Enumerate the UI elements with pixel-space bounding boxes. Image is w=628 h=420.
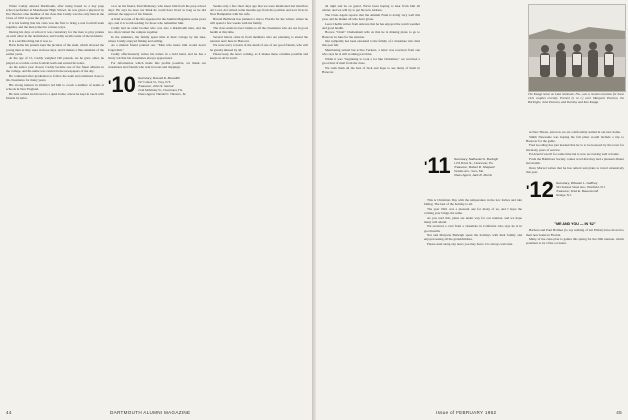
- paragraph: As his senior year closed, Cuddy became one of the finest athletes in the college, and his name was carried in the newspapers of the day.: [6, 65, 104, 74]
- left-column-2: [108, 4, 206, 117]
- paragraph: At the age of 15, Cuddy weighed 190 pounds. As he grew older, he played as a tackle on the football team and earned his letter.: [6, 56, 104, 65]
- right-column-3: [526, 130, 624, 246]
- paragraph: As you read this, plans are under way for our reunion, and we hope many will attend.: [424, 215, 522, 224]
- class-1911-header: [424, 154, 522, 194]
- reunion-photo: [528, 4, 626, 92]
- class-1912-header: [526, 178, 624, 218]
- page-number: 44: [6, 410, 12, 415]
- paragraph: Horace "Chub" Cheltenham tells us that he is making plans to go to Hanover in June for the reunion.: [322, 30, 420, 39]
- paragraph: Leon Chellis writes from Arizona that he has enjoyed the warm weather and good health.: [322, 21, 420, 30]
- paragraph: all right and be on guard. We've been hoping to hear from him all winter, and we will try to get his new address.: [322, 4, 420, 13]
- paragraph: When Cuddy entered Dartmouth, after being hazed as a day prep school performer at Manchester High School, he was given a physical by Doc Bowler. One member of the class that Cuddy was the only man in the Class of 1910 to pass the physical.: [6, 4, 104, 21]
- paragraph: Barbara and Paul Holmes (to say nothing of Art Elliott) have moved to their new home in Florida.: [526, 228, 624, 237]
- paragraph: The Class Agent reports that the Alumni Fund is doing very well this year, and he thanks all who have given.: [322, 12, 420, 21]
- paragraph: His strong interest in athletics led him to coach a number of teams at schools in New England.: [6, 82, 104, 91]
- class-numeral: '11: [424, 153, 451, 178]
- paragraph: Please send along any news you may have; it is always welcome.: [427, 242, 514, 247]
- left-column-1: [6, 4, 104, 100]
- paragraph: Back home his parents kept the pictures of the team, which showed the young men as they were in those days, and it makes a fine reminder of the earlier years.: [6, 43, 104, 56]
- paragraph: We received a card from a classmate in California who says he is in good health.: [424, 224, 522, 233]
- paragraph: We were sorry to learn of the death of one of our good friends, who will be greatly missed by all.: [210, 43, 308, 52]
- right-column-2: [424, 4, 522, 247]
- section-heading: "ME AND YOU — IN '62": [554, 222, 596, 227]
- paragraph: For information which made this profile possible, we thank our classmates and friends who sent in notes and clippings.: [108, 61, 206, 70]
- paragraph: He later retired and moved to a quiet home, where he kept in touch with friends by letter.: [6, 91, 104, 100]
- issue-date: Issue of FEBRUARY 1962: [436, 410, 497, 415]
- paragraph: During his days at school it was customary for the men to play pranks on each other in the dormitories, and Cuddy recalls some of the incidents.: [6, 29, 104, 39]
- right-column-1: [322, 4, 420, 75]
- page-number: 45: [616, 410, 622, 415]
- paragraph: Mentioning retired but active Tuckers, a letter was received from one who says he is still working part time.: [322, 48, 420, 57]
- paragraph: Ed Arnold was ill for some time but is now recovering well at home.: [529, 152, 620, 157]
- paragraph: As a mutual friend pointed out, "Men who knew him would never forget him.": [108, 43, 206, 52]
- right-page: [316, 0, 628, 420]
- class-officers: Secretary, Wheeler L. Gaffney 343 Jackson Street Ave., Westfield, N.J. Treasurer, Fred E. Ravenscroft Orange, N.J.: [556, 181, 606, 198]
- paragraph: We wish them all the best of luck and hope to see many of them in Hanover.: [322, 65, 420, 74]
- paragraph: Fred Gooding has just learned that he is to be honored by the town for his many years of service.: [526, 143, 624, 152]
- paragraph: Cuddy affectionately writes his letters in a bold hand, and he has a lively wit that his classmates always appreciated.: [108, 52, 206, 61]
- class-numeral: '10: [108, 72, 136, 98]
- paragraph: Dave Marvel writes that he has retired and plans to travel extensively this year.: [526, 165, 624, 174]
- paragraph: in New Haven, and now we are comfortably settled in our new home.: [529, 130, 621, 134]
- paragraph: Nat and Marjorie Burleigh spent the holidays with their family and enjoyed seeing all the grandchildren.: [424, 233, 522, 242]
- paragraph: From the Baltimore Society comes word that they had a pleasant dinner last month.: [526, 156, 624, 166]
- magazine-title: DARTMOUTH ALUMNI MAGAZINE: [110, 410, 191, 415]
- paragraph: The class sends its best wishes to all the classmates who are not in good health at this time.: [210, 25, 308, 34]
- left-column-3: [210, 4, 308, 61]
- paragraph: While it was "beginning to look a lot like Christmas," we received a good deal of mail from the class.: [322, 56, 420, 66]
- class-1910-header: [108, 73, 206, 113]
- paragraph: Please keep the news coming, as it makes these columns possible and keeps us all in touch.: [210, 52, 308, 61]
- class-officers: Secretary, Russell D. Meredith 197 Canton St., Troy, N.Y. Treasurer, John S. Gerrell 2144 McKinley St., Clearwater, Fla. Class Agent, Harold C. Hanson, Sr.: [138, 76, 187, 97]
- group-photo-illustration: [529, 5, 625, 91]
- paragraph: Several letters came in from members who are planning to attend the reunion next June in Hanover.: [210, 34, 308, 43]
- paragraph: Seems only a few short days ago that we were mentioned last month in Art Lord. Art retired some months ago from his position and now lives in New Hampshire with his wife.: [210, 4, 308, 17]
- paragraph: A brief account of his life appeared in the Alumni Magazine some years ago, and it is worth reading for those who remember him.: [108, 16, 206, 26]
- paragraph: It is a terrible thing but it was so.: [9, 38, 53, 43]
- paragraph: a lot on his friend, Paul Mahoney, who knew him from his prep school days. He says he does not think he could have lived as long as he did without the support of his friends.: [108, 4, 206, 17]
- class-numeral: '12: [526, 177, 554, 203]
- paragraph: Many of the class plan to gather this spring for the 50th reunion, which promises to be a fine occasion.: [526, 237, 624, 246]
- paragraph: This is Christmas Day with the temperature in the low forties and rain falling. The best of the holiday to all.: [424, 198, 522, 207]
- paragraph: It is his feeling that his class was the first to bring a real football team together, and the men joined in various ways.: [6, 21, 104, 30]
- paragraph: In the summers, the family spent time at their cottage by the lake, where Cuddy enjoyed fishing and sailing.: [108, 34, 206, 43]
- paragraph: Cuddy had an older brother who was also a Dartmouth man, and the two often visited the campus together.: [108, 25, 206, 34]
- paragraph: He continued after graduation to follow the team and remained close to his classmates for many years.: [6, 74, 104, 83]
- paragraph: The year 1961 was a pleasant one for many of us, and I hope the coming year brings the same.: [424, 206, 522, 215]
- paragraph: Harold Bullivant has planned a trip to Florida for the winter, where he will spend a few weeks with his family.: [210, 16, 308, 26]
- left-page: [0, 0, 312, 420]
- photo-caption: The Knapp home on Lake Seminole, Fla., was a reunion location for these 1911 couples recently. Present (l. to r.) were Margaret Pearson, the Burleighs, John Pearson, and Dorothy and Ken Knapp.: [528, 92, 624, 104]
- class-officers: Secretary, Nathaniel G. Burleigh 1153 Davis St., Clearwater, Fla. Treasurer, Robert D. Shepard Seaside Ave., Saco, Me. Class Agent, Jack R. Morris: [454, 157, 499, 177]
- paragraph: Smith Newsome was hoping his fall plans would include a trip to Hanover for the game.: [526, 134, 624, 143]
- paragraph: Our sympathy has been extended to the family of a classmate who died this past fall.: [322, 39, 420, 48]
